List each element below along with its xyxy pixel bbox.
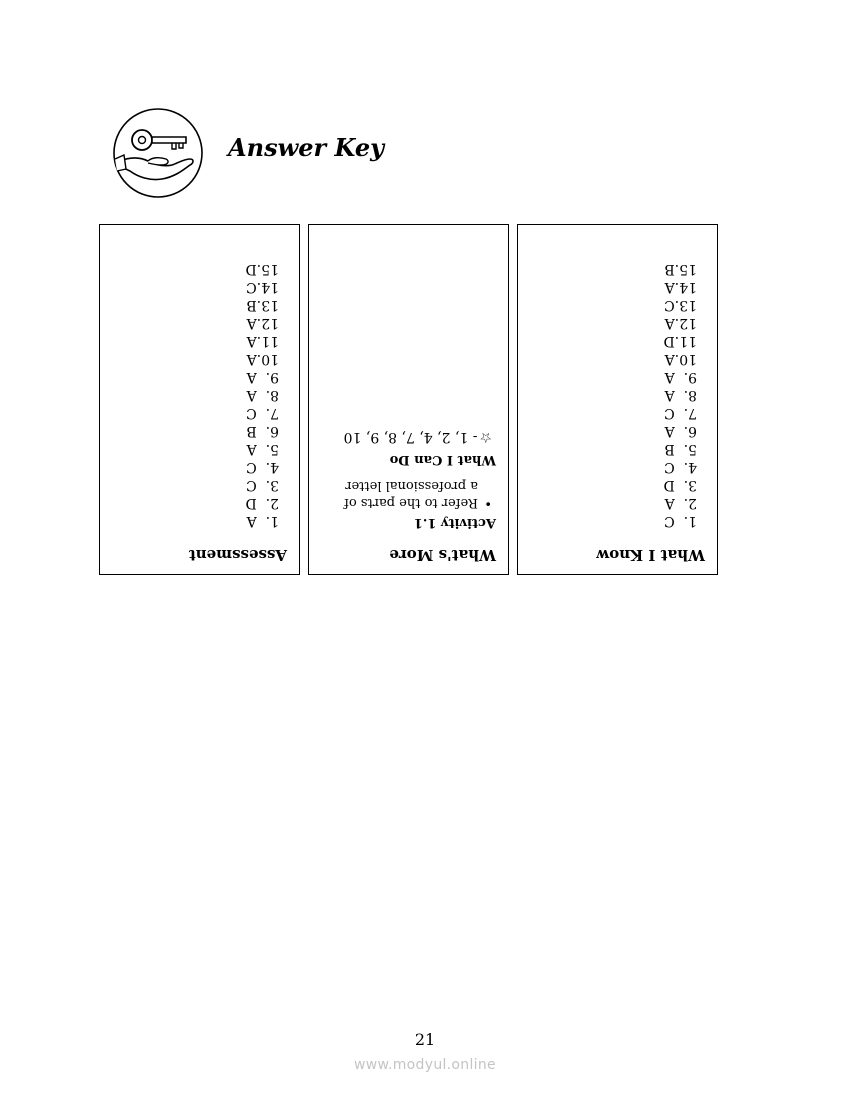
list-item: 11.D	[663, 333, 697, 349]
can-do-answer-text: - 1, 2, 4, 7, 8, 9, 10	[343, 428, 478, 445]
answer-key-logo	[112, 107, 204, 199]
list-item: 7. C	[246, 405, 279, 421]
list-item: 4. C	[246, 459, 279, 475]
star-icon: ☆	[479, 428, 492, 445]
assessment-heading: Assessment	[188, 546, 287, 564]
activity-bullet	[319, 494, 492, 511]
activity-title: Activity 1.1	[413, 515, 496, 530]
whats-more-heading: What's More	[389, 546, 496, 564]
list-item: 1. C	[664, 513, 697, 529]
list-item: 12.A	[246, 315, 279, 331]
list-item: 2. D	[245, 495, 279, 511]
bullet-text: Refer to the parts of	[344, 495, 478, 511]
list-item: 1. A	[246, 513, 279, 529]
list-item: 3. C	[246, 477, 279, 493]
list-item: 14.C	[246, 279, 279, 295]
list-item: 7. C	[664, 405, 697, 421]
page-number: 21	[414, 1030, 436, 1049]
key-in-hand-icon	[112, 107, 204, 199]
assessment-list	[110, 260, 287, 530]
assessment-box	[99, 224, 300, 575]
what-i-know-box	[517, 224, 718, 575]
list-item: 9. A	[246, 369, 279, 385]
list-item: 13.B	[246, 297, 279, 313]
what-i-know-list	[528, 260, 705, 530]
list-item: 8. A	[664, 387, 697, 403]
whats-more-box	[308, 224, 509, 575]
list-item: 4. C	[664, 459, 697, 475]
what-i-know-heading: What I Know	[596, 546, 705, 564]
list-item: 13.C	[664, 297, 697, 313]
list-item: 15.B	[664, 261, 697, 277]
list-item: 9. A	[664, 369, 697, 385]
list-item: 12.A	[664, 315, 697, 331]
list-item: 11.A	[246, 333, 279, 349]
can-do-title: What I Can Do	[389, 452, 496, 468]
list-item: 10.A	[664, 351, 697, 367]
list-item: 6. A	[664, 423, 697, 439]
list-item: 6. B	[246, 423, 279, 439]
list-item: 14.A	[664, 279, 697, 295]
bullet-icon: •	[484, 495, 492, 511]
list-item: 5. B	[664, 441, 697, 457]
can-do-answer	[319, 428, 492, 446]
list-item: 5. A	[246, 441, 279, 457]
page-title: Answer Key	[228, 133, 385, 162]
watermark: www.modyul.online	[354, 1057, 496, 1073]
list-item: 15.D	[245, 261, 279, 277]
bullet-continuation: a professional letter	[345, 478, 478, 494]
list-item: 3. D	[663, 477, 697, 493]
list-item: 2. A	[664, 495, 697, 511]
list-item: 8. A	[246, 387, 279, 403]
list-item: 10.A	[246, 351, 279, 367]
